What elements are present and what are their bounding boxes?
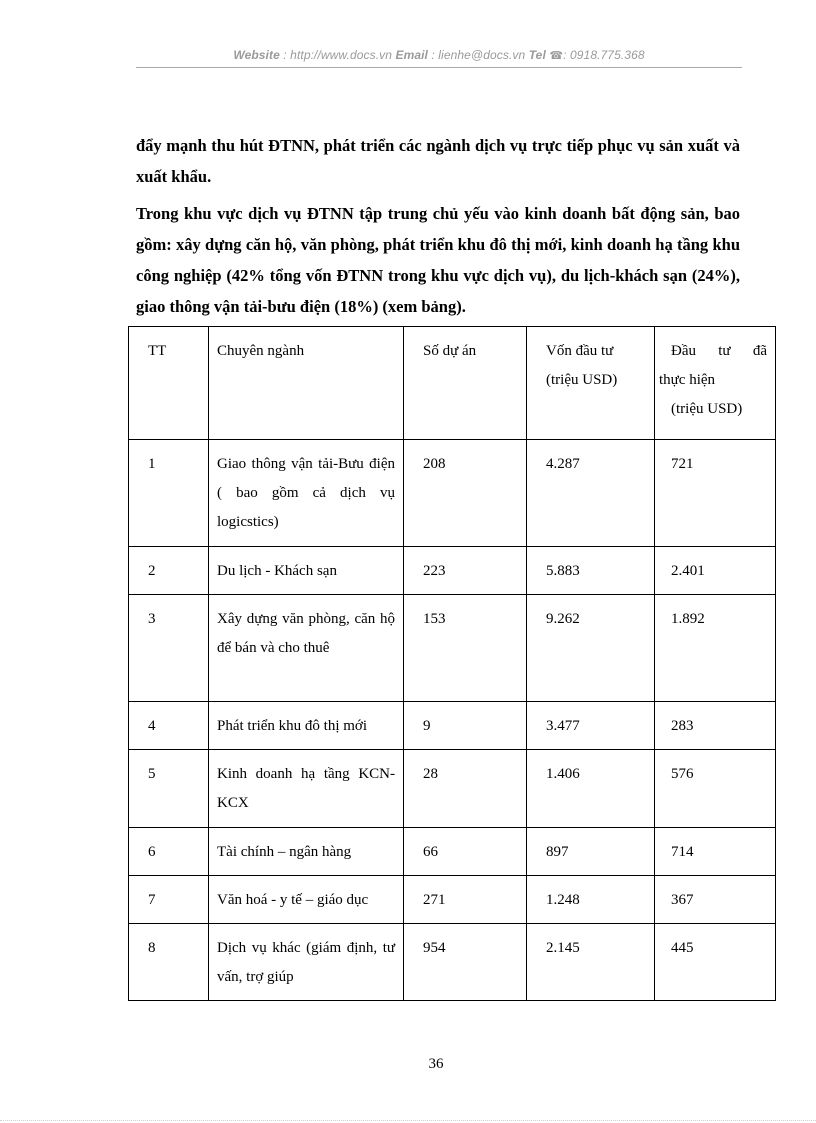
row-projects: 66 — [404, 828, 527, 876]
row-capital: 1.248 — [527, 876, 655, 924]
email-value: : lienhe@docs.vn — [427, 48, 529, 62]
row-tt: 8 — [129, 924, 209, 1001]
row-tt: 1 — [129, 440, 209, 547]
header-done-line3: (triệu USD) — [671, 401, 743, 417]
table-row — [129, 702, 776, 750]
table-row — [129, 828, 776, 876]
row-name: Du lịch - Khách sạn — [209, 547, 404, 595]
row-name: Dịch vụ khác (giám định, tư vấn, trợ giúp — [209, 924, 404, 1001]
header-done — [655, 327, 776, 440]
row-capital: 1.406 — [527, 750, 655, 828]
header-capital-line2: (triệu USD) — [546, 372, 618, 388]
header-capital-line1: Vốn đầu tư — [546, 343, 614, 359]
table-row — [129, 924, 776, 1001]
row-done: 445 — [655, 924, 776, 1001]
phone-icon: ☎ — [549, 50, 564, 62]
table-row — [129, 876, 776, 924]
row-tt: 3 — [129, 595, 209, 702]
table-row — [129, 440, 776, 547]
row-name: Tài chính – ngân hàng — [209, 828, 404, 876]
header-done-line2: thực hiện — [659, 372, 716, 388]
website-value: : http://www.docs.vn — [279, 48, 396, 62]
table-header-row — [129, 327, 776, 440]
row-name: Xây dựng văn phòng, căn hộ để bán và cho thuê — [209, 595, 404, 702]
row-done: 721 — [655, 440, 776, 547]
email-label: Email — [395, 48, 428, 62]
row-capital: 5.883 — [527, 547, 655, 595]
row-name: Phát triển khu đô thị mới — [209, 702, 404, 750]
row-tt: 4 — [129, 702, 209, 750]
row-done: 283 — [655, 702, 776, 750]
body-paragraph-2: Trong khu vực dịch vụ ĐTNN tập trung chủ yếu vào kinh doanh bất động sản, bao gồm: xây dựng căn hộ, văn phòng, phát triển khu đô thị mới, kinh doanh hạ tầng khu công nghiệp (42% tổng vốn ĐTNN trong khu vực dịch vụ), du lịch-khách sạn (24%), giao thông vận tải-bưu điện (18%) (xem bảng). — [136, 204, 740, 316]
row-capital: 897 — [527, 828, 655, 876]
row-projects: 153 — [404, 595, 527, 702]
row-capital: 3.477 — [527, 702, 655, 750]
table-row — [129, 595, 776, 702]
row-projects: 28 — [404, 750, 527, 828]
body-paragraph-1: đẩy mạnh thu hút ĐTNN, phát triển các ngành dịch vụ trực tiếp phục vụ sản xuất và xuất khẩu. — [136, 136, 740, 186]
row-projects: 271 — [404, 876, 527, 924]
row-capital: 9.262 — [527, 595, 655, 702]
header-capital — [527, 327, 655, 440]
tel-label: Tel — [528, 48, 546, 62]
row-capital: 4.287 — [527, 440, 655, 547]
website-label: Website — [233, 48, 280, 62]
page-number: 36 — [428, 1056, 444, 1072]
row-projects: 223 — [404, 547, 527, 595]
row-done: 2.401 — [655, 547, 776, 595]
footer-divider — [0, 1120, 816, 1121]
row-name: Kinh doanh hạ tầng KCN-KCX — [209, 750, 404, 828]
row-done: 714 — [655, 828, 776, 876]
row-name: Giao thông vận tải-Bưu điện ( bao gồm cả dịch vụ logicstics) — [209, 440, 404, 547]
tel-value: : 0918.775.368 — [563, 48, 645, 62]
row-tt: 6 — [129, 828, 209, 876]
row-done: 576 — [655, 750, 776, 828]
row-done: 1.892 — [655, 595, 776, 702]
header-tt: TT — [129, 327, 209, 440]
row-tt: 7 — [129, 876, 209, 924]
row-projects: 9 — [404, 702, 527, 750]
table-row — [129, 547, 776, 595]
investment-table — [128, 326, 776, 1001]
header-name: Chuyên ngành — [209, 327, 404, 440]
row-projects: 208 — [404, 440, 527, 547]
row-name: Văn hoá - y tế – giáo dục — [209, 876, 404, 924]
row-done: 367 — [655, 876, 776, 924]
row-capital: 2.145 — [527, 924, 655, 1001]
page-header — [136, 48, 742, 62]
row-projects: 954 — [404, 924, 527, 1001]
header-divider — [136, 67, 742, 68]
row-tt: 5 — [129, 750, 209, 828]
header-projects: Số dự án — [404, 327, 527, 440]
table-row — [129, 750, 776, 828]
row-tt: 2 — [129, 547, 209, 595]
header-done-line1: Đầu tư đã — [671, 343, 767, 359]
